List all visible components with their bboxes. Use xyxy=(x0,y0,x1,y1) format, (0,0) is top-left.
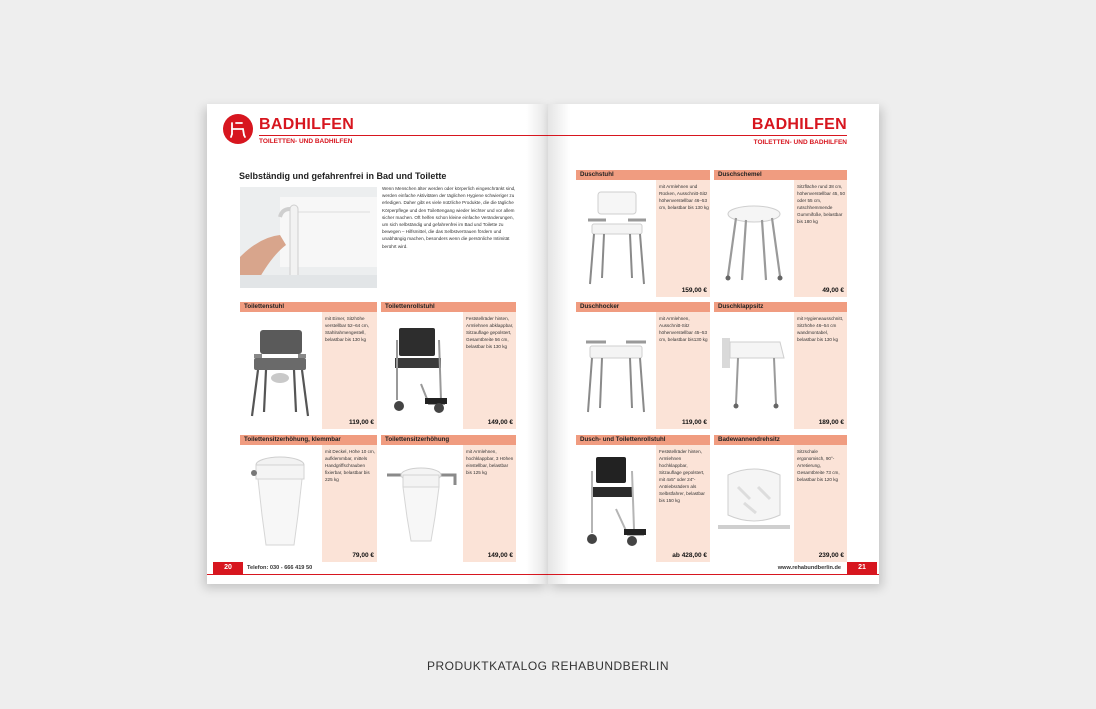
product-image-shower-stool xyxy=(714,180,794,297)
header-rule xyxy=(259,135,548,136)
product-card-toilettensitzerhoehung-klemmbar[interactable] xyxy=(240,435,377,562)
bath-chair-logo-icon xyxy=(223,114,253,144)
product-image-toilet-wheelchair xyxy=(381,312,461,429)
header-title: BADHILFEN xyxy=(259,116,355,133)
product-image-shower-stool-arms xyxy=(576,312,656,429)
product-name: Badewannendrehsitz xyxy=(714,435,847,445)
product-name: Dusch- und Toilettenrollstuhl xyxy=(576,435,710,445)
product-description: mit Hygieneausschnitt, Sitzhöhe 46–54 cm wandmontabel, belastbar bis 130 kg xyxy=(797,316,844,342)
product-info xyxy=(322,312,377,429)
product-card-toilettenstuhl[interactable] xyxy=(240,302,377,429)
header-subtitle: TOILETTEN- UND BADHILFEN xyxy=(753,139,847,146)
intro-photo xyxy=(240,187,377,288)
product-info xyxy=(656,445,710,562)
product-card-duschklappsitz[interactable] xyxy=(714,302,847,429)
product-description: mit Armlehnen und Rücken, Ausschnitt-Sitz höhenverstellbar 46–53 cm, belastbar bis 130 kg xyxy=(659,184,709,210)
product-image-raised-toilet-seat xyxy=(240,445,320,562)
product-description: mit Deckel, Höhe 10 cm, aufklemmbar, mittels Handgriffschrauben fixierbar, belastbar bis 225 kg xyxy=(325,449,376,482)
intro-heading: Selbständig und gefahrenfrei in Bad und Toilette xyxy=(239,171,447,181)
product-description: mit Armlehnen, hochklappbar, 3 Höhen einstellbar, belastbar bis 125 kg xyxy=(466,449,514,475)
product-name: Toilettenrollstuhl xyxy=(381,302,516,312)
footer-rule xyxy=(548,574,879,575)
product-info xyxy=(322,445,377,562)
footer-rule xyxy=(207,574,548,575)
product-image-folding-shower-seat xyxy=(714,312,794,429)
header-title: BADHILFEN xyxy=(751,116,847,133)
catalog-caption: PRODUKTKATALOG REHABUNDBERLIN xyxy=(426,659,670,673)
product-image-commode-chair xyxy=(240,312,320,429)
product-info xyxy=(656,312,710,429)
product-card-badewannendrehsitz[interactable] xyxy=(714,435,847,562)
product-price: 119,00 € xyxy=(682,419,707,426)
catalog-page-right xyxy=(548,104,879,584)
product-name: Toilettenstuhl xyxy=(240,302,377,312)
product-price: 239,00 € xyxy=(818,552,844,559)
catalog-page-left xyxy=(207,104,548,584)
product-name: Duschhocker xyxy=(576,302,710,312)
product-image-shower-chair xyxy=(576,180,656,297)
product-name: Duschstuhl xyxy=(576,170,710,180)
product-name: Toilettensitzerhöhung, klemmbar xyxy=(240,435,377,445)
product-info xyxy=(794,445,847,562)
product-card-toilettenrollstuhl[interactable] xyxy=(381,302,516,429)
product-name: Toilettensitzerhöhung xyxy=(381,435,516,445)
product-info xyxy=(656,180,710,297)
product-card-duschhocker[interactable] xyxy=(576,302,710,429)
product-card-toilettensitzerhoehung[interactable] xyxy=(381,435,516,562)
product-description: mit Armlehnen, Ausschnitt-Sitz höhenverstellbar 45–53 cm, belastbar bis130 kg xyxy=(659,316,708,342)
product-name: Duschklappsitz xyxy=(714,302,847,312)
header-subtitle: TOILETTEN- UND BADHILFEN xyxy=(259,138,353,145)
product-card-duschschemel[interactable] xyxy=(714,170,847,297)
footer-phone: Telefon: 030 - 666 419 50 xyxy=(247,565,313,571)
product-info xyxy=(794,312,847,429)
product-image-bathtub-swivel-seat xyxy=(714,445,794,562)
product-card-dusch-und-toilettenrollstuhl[interactable] xyxy=(576,435,710,562)
page-number: 21 xyxy=(847,562,877,574)
product-price: 49,00 € xyxy=(822,287,844,294)
product-price: 79,00 € xyxy=(352,552,374,559)
product-price: 189,00 € xyxy=(818,419,844,426)
product-description: Sitzschale ergonomisch, 90°-Arretierung, Gesamtbreite 73 cm, belastbar bis 120 kg xyxy=(797,449,840,482)
footer-website: www.rehabundberlin.de xyxy=(777,565,841,571)
product-info xyxy=(463,312,516,429)
product-price: 149,00 € xyxy=(487,419,513,426)
product-name: Duschschemel xyxy=(714,170,847,180)
page-fold-shadow xyxy=(526,104,548,584)
product-info xyxy=(463,445,516,562)
product-description: Feststellräder hinten, Armlehnen abklappbar, Sitzauflage gepolstert, Gesamtbreite 56 cm, belastbar bis 130 kg xyxy=(466,316,514,349)
product-description: mit Eimer, Sitzhöhe verstellbar 52–64 cm, Stahlrahmengestell, belastbar bis 130 kg xyxy=(325,316,369,342)
product-description: Sitzfläche rund 38 cm, höhenverstellbar 45, 50 oder 55 cm, rutschhemmende Gummifüße, belastbar bis 180 kg xyxy=(797,184,846,224)
product-price: ab 428,00 € xyxy=(672,552,707,559)
product-price: 149,00 € xyxy=(487,552,513,559)
product-card-duschstuhl[interactable] xyxy=(576,170,710,297)
intro-text: Wenn Menschen älter werden oder körperlich eingeschränkt sind, werden einfache Aktivitäten der täglichen Hygiene schwieriger zu erledigen. Daher gibt es viele nützliche Produkte, die die tägliche Körperpflege und den Toilettengang wieder leichter und vor allem sicher machen. Oft helfen schon kleine einfache Veränderungen, um sich selbständig und gefahrenfrei im Bad und Toilette zu bewegen – Hilfsmittel, die das Selbstvertrauen fördern und unabhängig machen, besonders wenn die persönliche Intimität berührt wird. xyxy=(382,186,516,249)
header-rule xyxy=(548,135,847,136)
page-fold-shadow xyxy=(548,104,570,584)
product-image-shower-toilet-wheelchair xyxy=(576,445,656,562)
product-image-seat-raiser-armrests xyxy=(381,445,461,562)
product-price: 159,00 € xyxy=(681,287,707,294)
product-price: 119,00 € xyxy=(349,419,374,426)
product-info xyxy=(794,180,847,297)
product-description: Feststellräder hinten, Armlehnen hochklappbar, Sitzauflage gepolstert, mit 4x5" oder 24"-Antriebsrädern als Selbstfahrer, belastbar bis 150 kg xyxy=(659,449,705,503)
page-number: 20 xyxy=(213,562,243,574)
